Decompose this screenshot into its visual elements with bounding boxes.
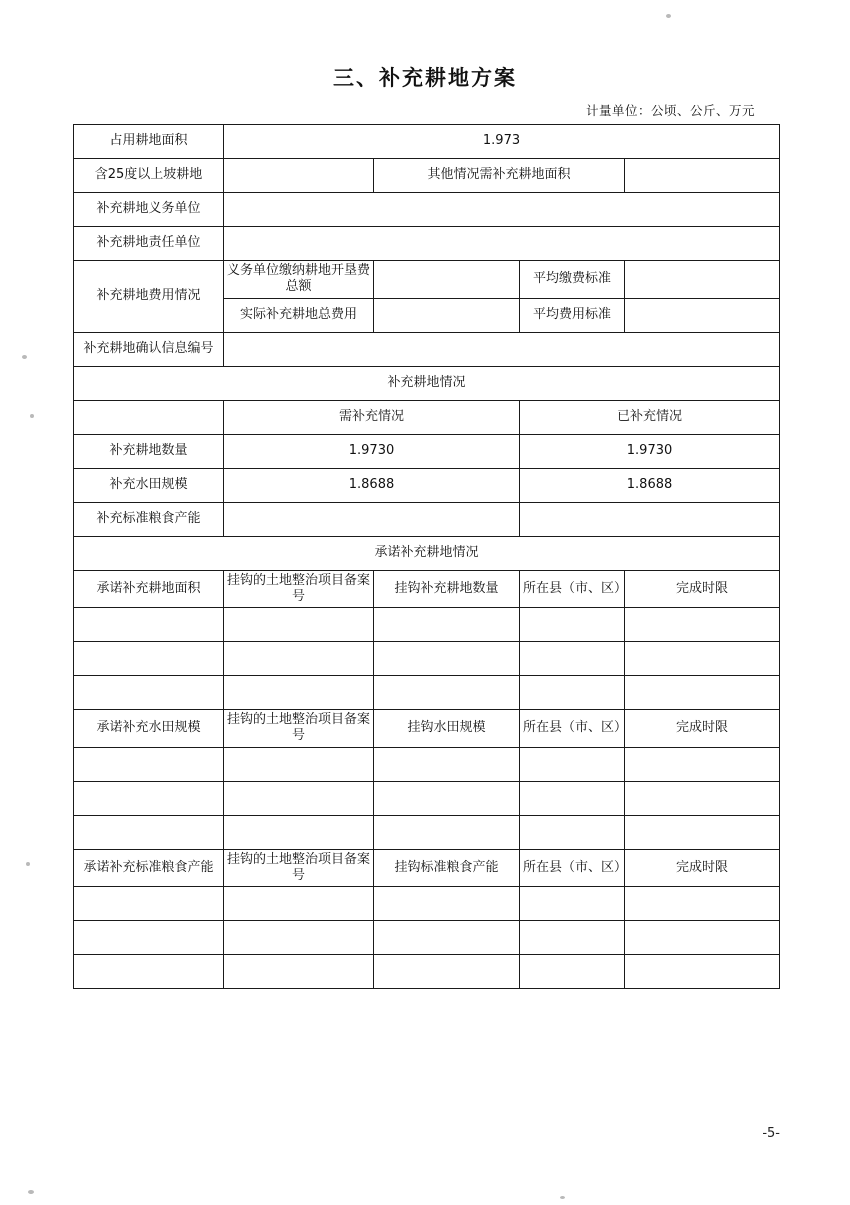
deadline-cell [625, 608, 780, 642]
hook-project-no-cell [224, 781, 374, 815]
table-row [74, 781, 780, 815]
hook-paddy-cell [374, 815, 520, 849]
scan-speck [560, 1196, 565, 1199]
scan-speck [26, 862, 30, 866]
county-label: 所在县（市、区） [520, 849, 625, 887]
hook-capacity-cell [374, 921, 520, 955]
deadline-cell [625, 815, 780, 849]
hook-capacity-label: 挂钩标准粮食产能 [374, 849, 520, 887]
scan-speck [30, 414, 34, 418]
promise-capacity-cell [74, 955, 224, 989]
confirmation-number-label: 补充耕地确认信息编号 [74, 332, 224, 366]
responsible-unit-value [224, 227, 780, 261]
table-row [74, 747, 780, 781]
table-row [74, 536, 780, 570]
hook-quantity-cell [374, 642, 520, 676]
average-cost-standard-label: 平均费用标准 [520, 298, 625, 332]
table-row [74, 400, 780, 434]
responsible-unit-label: 补充耕地责任单位 [74, 227, 224, 261]
other-need-label: 其他情况需补充耕地面积 [374, 159, 625, 193]
county-cell [520, 642, 625, 676]
promise-capacity-cell [74, 921, 224, 955]
page-title: 三、补充耕地方案 [333, 66, 517, 90]
county-cell [520, 887, 625, 921]
table-row [74, 921, 780, 955]
table-row [74, 468, 780, 502]
promise-area-cell [74, 642, 224, 676]
county-cell [520, 815, 625, 849]
table-row [74, 642, 780, 676]
table-row [74, 955, 780, 989]
supplementary-farmland-table-wrap [73, 124, 779, 989]
paddy-scale-need: 1.8688 [224, 468, 520, 502]
hook-project-no-label: 挂钩的土地整治项目备案号 [224, 849, 374, 887]
promise-area-cell [74, 676, 224, 710]
grain-capacity-done [520, 502, 780, 536]
supplement-quantity-done: 1.9730 [520, 434, 780, 468]
fee-total-payment-label: 义务单位缴纳耕地开垦费总额 [224, 261, 374, 299]
table-row [74, 434, 780, 468]
table-row [74, 227, 780, 261]
supplementary-farmland-table [73, 124, 780, 989]
actual-total-cost-label: 实际补充耕地总费用 [224, 298, 374, 332]
average-payment-standard-label: 平均缴费标准 [520, 261, 625, 299]
hook-project-no-cell [224, 642, 374, 676]
promise-paddy-cell [74, 747, 224, 781]
scan-speck [666, 14, 671, 18]
measurement-unit-note: 计量单位：公顷、公斤、万元 [585, 103, 755, 118]
deadline-cell [625, 676, 780, 710]
table-row [74, 159, 780, 193]
table-row [74, 261, 780, 299]
deadline-cell [625, 921, 780, 955]
deadline-cell [625, 887, 780, 921]
paddy-scale-done: 1.8688 [520, 468, 780, 502]
hook-project-no-cell [224, 815, 374, 849]
county-cell [520, 747, 625, 781]
table-row [74, 366, 780, 400]
supplement-quantity-label: 补充耕地数量 [74, 434, 224, 468]
hook-project-no-cell [224, 955, 374, 989]
promise-paddy-label: 承诺补充水田规模 [74, 710, 224, 748]
county-cell [520, 676, 625, 710]
hook-project-no-cell [224, 747, 374, 781]
hook-quantity-label: 挂钩补充耕地数量 [374, 570, 520, 608]
table-row [74, 570, 780, 608]
deadline-label: 完成时限 [625, 849, 780, 887]
section-header-promise: 承诺补充耕地情况 [74, 536, 780, 570]
deadline-label: 完成时限 [625, 570, 780, 608]
table-row [74, 815, 780, 849]
hook-project-no-label: 挂钩的土地整治项目备案号 [224, 570, 374, 608]
county-cell [520, 921, 625, 955]
hook-paddy-cell [374, 747, 520, 781]
promise-paddy-cell [74, 815, 224, 849]
promise-area-label: 承诺补充耕地面积 [74, 570, 224, 608]
deadline-cell [625, 781, 780, 815]
other-need-value [625, 159, 780, 193]
table-row [74, 125, 780, 159]
hook-paddy-label: 挂钩水田规模 [374, 710, 520, 748]
county-label: 所在县（市、区） [520, 710, 625, 748]
deadline-cell [625, 747, 780, 781]
hook-quantity-cell [374, 608, 520, 642]
deadline-cell [625, 955, 780, 989]
slope-land-label: 含25度以上坡耕地 [74, 159, 224, 193]
slope-land-value [224, 159, 374, 193]
confirmation-number-value [224, 332, 780, 366]
hook-capacity-cell [374, 955, 520, 989]
fee-total-payment-value [374, 261, 520, 299]
duty-unit-label: 补充耕地义务单位 [74, 193, 224, 227]
duty-unit-value [224, 193, 780, 227]
page-number: -5- [762, 1126, 780, 1141]
table-row [74, 502, 780, 536]
hook-project-no-label: 挂钩的土地整治项目备案号 [224, 710, 374, 748]
grain-capacity-label: 补充标准粮食产能 [74, 502, 224, 536]
hook-project-no-cell [224, 676, 374, 710]
county-label: 所在县（市、区） [520, 570, 625, 608]
scan-speck [22, 355, 27, 359]
table-row [74, 887, 780, 921]
deadline-label: 完成时限 [625, 710, 780, 748]
column-header-done: 已补充情况 [520, 400, 780, 434]
promise-capacity-cell [74, 887, 224, 921]
deadline-cell [625, 642, 780, 676]
hook-quantity-cell [374, 676, 520, 710]
actual-total-cost-value [374, 298, 520, 332]
table-row [74, 676, 780, 710]
county-cell [520, 781, 625, 815]
scan-speck [28, 1190, 34, 1194]
promise-area-cell [74, 608, 224, 642]
county-cell [520, 608, 625, 642]
county-cell [520, 955, 625, 989]
table-row [74, 193, 780, 227]
average-payment-standard-value [625, 261, 780, 299]
promise-paddy-cell [74, 781, 224, 815]
table-row [74, 608, 780, 642]
hook-paddy-cell [374, 781, 520, 815]
average-cost-standard-value [625, 298, 780, 332]
table-row [74, 849, 780, 887]
supplement-quantity-need: 1.9730 [224, 434, 520, 468]
fee-situation-label: 补充耕地费用情况 [74, 261, 224, 333]
occupied-land-label: 占用耕地面积 [74, 125, 224, 159]
hook-project-no-cell [224, 887, 374, 921]
hook-project-no-cell [224, 921, 374, 955]
section-header-status: 补充耕地情况 [74, 366, 780, 400]
column-header-need: 需补充情况 [224, 400, 520, 434]
hook-capacity-cell [374, 887, 520, 921]
occupied-land-value: 1.973 [224, 125, 780, 159]
table-row [74, 710, 780, 748]
paddy-scale-label: 补充水田规模 [74, 468, 224, 502]
grain-capacity-need [224, 502, 520, 536]
table-row [74, 332, 780, 366]
promise-capacity-label: 承诺补充标准粮食产能 [74, 849, 224, 887]
hook-project-no-cell [224, 608, 374, 642]
empty-cell [74, 400, 224, 434]
